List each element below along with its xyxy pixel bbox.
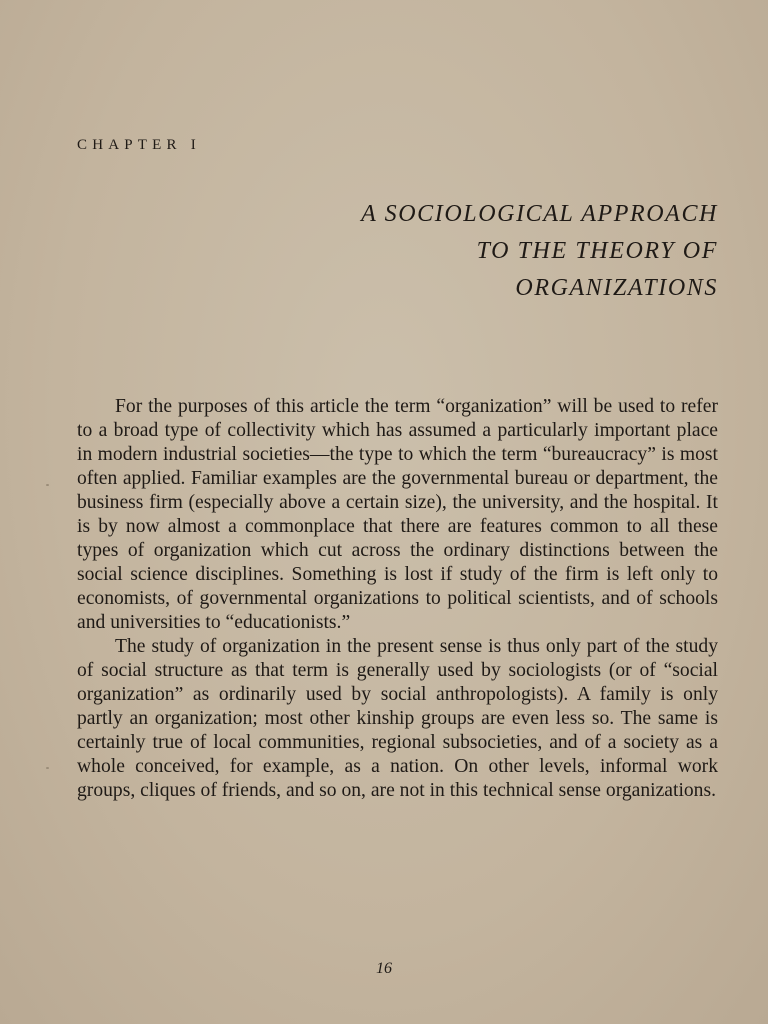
paper-speck	[46, 484, 49, 486]
page-number: 16	[376, 960, 392, 977]
chapter-label: CHAPTER I	[77, 137, 201, 153]
chapter-title-line: TO THE THEORY OF	[476, 238, 718, 264]
paragraph: The study of organization in the present sense is thus only part of the study of social structure as that term is generally used by sociologists (or of “social organization” as ordinarily used by social anthropologists). A family is only partly an organization; most other kinship groups are even less so. The same is certainly true of local communities, regional subsocieties, and of a society as a whole conceived, for example, as a nation. On other levels, informal work groups, cliques of friends, and so on, are not in this technical sense organizations.	[77, 636, 718, 801]
chapter-title	[158, 196, 718, 307]
chapter-title-line: A SOCIOLOGICAL APPROACH	[361, 201, 718, 227]
body-text	[77, 395, 718, 803]
paragraph: For the purposes of this article the term “organization” will be used to refer to a broad type of collectivity which has assumed a particularly important place in modern industrial societies—the type to which the term “bureaucracy” is most often applied. Familiar examples are the governmental bureau or department, the business firm (especially above a certain size), the university, and the hospital. It is by now almost a commonplace that there are features common to all these types of organization which cut across the ordinary distinctions between the social science disciplines. Something is lost if study of the firm is left only to economists, of governmental organizations to political scientists, and of schools and universities to “educationists.”	[77, 396, 718, 633]
chapter-title-line: ORGANIZATIONS	[515, 275, 718, 301]
paper-speck	[46, 767, 49, 769]
